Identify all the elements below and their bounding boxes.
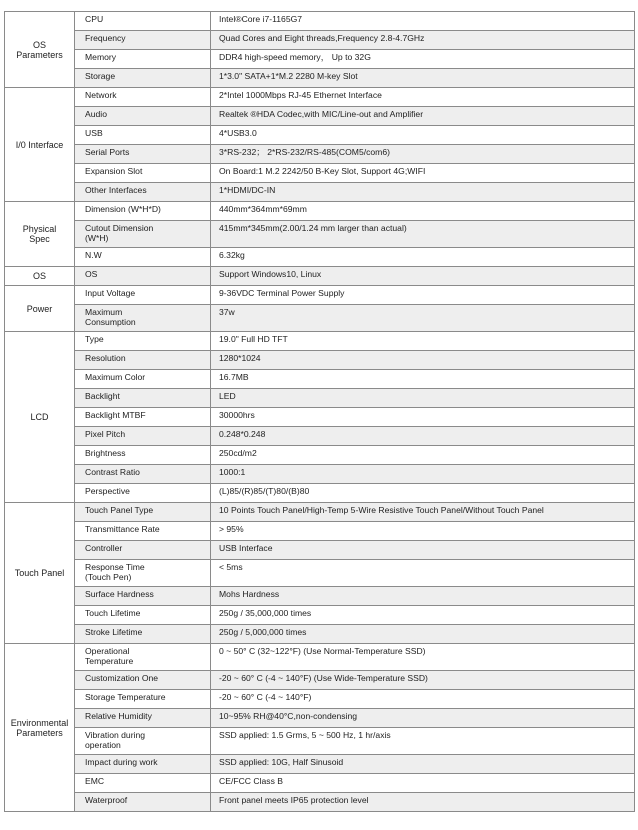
spec-item-name-text: Cutout Dimension (W*H) [85,223,154,243]
spec-item-name-text: Maximum Color [85,372,146,382]
spec-item-value-text: On Board:1 M.2 2242/50 B-Key Slot, Support 4G;WIFI [219,166,426,176]
spec-row [5,625,635,644]
spec-item-value-text: Intel®Core i7-1165G7 [219,14,303,24]
category-label [5,12,75,88]
spec-item-name-text: Customization One [85,673,159,683]
spec-item-name-text: Memory [85,52,117,62]
spec-item-value-text: DDR4 high-speed memory， Up to 32G [219,52,371,62]
spec-item-name [75,370,211,389]
spec-item-value [211,503,635,522]
spec-item-name [75,305,211,332]
spec-item-value-text: 1*3.0" SATA+1*M.2 2280 M-key Slot [219,71,358,81]
spec-item-name [75,541,211,560]
category-label-text: LCD [30,412,49,422]
spec-item-name [75,774,211,793]
spec-item-name [75,522,211,541]
spec-item-name-text: Surface Hardness [85,589,154,599]
spec-item-name-text: Transmittance Rate [85,524,160,534]
spec-row [5,484,635,503]
spec-item-name [75,408,211,427]
category-label-text: I/0 Interface [15,139,64,150]
spec-item-value-text: LED [219,391,236,401]
category-label-text: Touch Panel [14,568,65,578]
spec-item-name-text: Audio [85,109,107,119]
spec-item-value-text: USB Interface [219,543,273,553]
spec-item-name-text: Expansion Slot [85,166,143,176]
spec-item-name [75,671,211,690]
spec-item-value [211,446,635,465]
spec-item-name-text: USB [85,128,103,138]
spec-item-name [75,644,211,671]
spec-item-name-text: EMC [85,776,105,786]
category-label-text: Power [26,303,53,314]
spec-item-value-text: SSD applied: 10G, Half Sinusoid [219,757,344,767]
spec-item-value [211,50,635,69]
spec-row [5,267,635,286]
spec-item-name-text: Touch Lifetime [85,608,141,618]
spec-row [5,408,635,427]
spec-item-value-text: Support Windows10, Linux [219,269,322,279]
spec-row [5,183,635,202]
spec-item-name-text: Frequency [85,33,126,43]
spec-item-value [211,408,635,427]
spec-row [5,465,635,484]
category-label [5,202,75,267]
spec-item-name [75,332,211,351]
spec-item-value-text: 6.32kg [219,250,245,260]
spec-row [5,774,635,793]
spec-row [5,12,635,31]
spec-item-value-text: 250g / 5,000,000 times [219,627,307,637]
spec-row [5,728,635,755]
spec-item-value-text: 10~95% RH@40°C,non-condensing [219,711,358,721]
spec-row [5,541,635,560]
spec-row [5,644,635,671]
spec-row [5,389,635,408]
spec-item-name [75,728,211,755]
spec-item-name-text: Perspective [85,486,130,496]
spec-item-name-text: Input Voltage [85,288,136,298]
category-label [5,503,75,644]
spec-item-value [211,625,635,644]
spec-row [5,671,635,690]
spec-item-name [75,248,211,267]
spec-item-name-text: Storage Temperature [85,692,166,702]
spec-item-value-text: < 5ms [219,562,243,572]
spec-item-name [75,503,211,522]
spec-item-value-text: Quad Cores and Eight threads,Frequency 2.8-4.7GHz [219,33,425,43]
spec-item-name [75,625,211,644]
spec-item-value [211,31,635,50]
spec-item-value-text: 19.0" Full HD TFT [219,334,288,344]
spec-item-value-text: CE/FCC Class B [219,776,283,786]
spec-item-value-text: Front panel meets IP65 protection level [219,795,369,805]
spec-item-name-text: Relative Humidity [85,711,152,721]
spec-item-name-text: Dimension (W*H*D) [85,204,161,214]
spec-item-name [75,126,211,145]
spec-item-value-text: 3*RS-232； 2*RS-232/RS-485(COM5/com6) [219,147,390,157]
spec-item-value [211,351,635,370]
spec-item-value [211,484,635,503]
spec-item-value [211,12,635,31]
spec-item-name-text: N.W [85,250,102,260]
spec-row [5,164,635,183]
spec-item-value [211,587,635,606]
spec-row [5,202,635,221]
spec-item-value [211,69,635,88]
spec-row [5,560,635,587]
spec-item-value [211,332,635,351]
spec-item-value [211,248,635,267]
spec-item-name [75,183,211,202]
spec-item-value [211,427,635,446]
spec-item-value-text: 1280*1024 [219,353,261,363]
spec-item-name [75,88,211,107]
spec-item-name-text: Touch Panel Type [85,505,154,515]
spec-item-name [75,484,211,503]
spec-item-name [75,164,211,183]
category-label [5,332,75,503]
spec-row [5,793,635,812]
category-label-text: Physical Spec [22,224,57,244]
spec-item-value-text: 4*USB3.0 [219,128,257,138]
spec-item-name [75,446,211,465]
spec-item-value [211,755,635,774]
spec-row [5,31,635,50]
spec-item-value [211,389,635,408]
spec-item-name-text: Type [85,334,104,344]
spec-item-value [211,774,635,793]
spec-item-name-text: Serial Ports [85,147,130,157]
category-label [5,267,75,286]
spec-item-value-text: 440mm*364mm*69mm [219,204,307,214]
category-label-text: Environmental Parameters [10,717,69,738]
spec-item-value [211,541,635,560]
spec-item-name [75,145,211,164]
spec-item-value [211,690,635,709]
spec-row [5,88,635,107]
spec-item-name-text: Waterproof [85,795,128,805]
spec-item-value-text: 250cd/m2 [219,448,257,458]
spec-item-name-text: Stroke Lifetime [85,627,143,637]
spec-row [5,286,635,305]
spec-row [5,522,635,541]
spec-row [5,587,635,606]
spec-item-name-text: Brightness [85,448,126,458]
spec-item-value-text: Realtek ®HDA Codec,with MIC/Line-out and Amplifier [219,109,424,119]
spec-item-value [211,522,635,541]
spec-row [5,370,635,389]
spec-item-name [75,50,211,69]
spec-item-value [211,644,635,671]
spec-item-name-text: CPU [85,14,104,24]
spec-item-value-text: 415mm*345mm(2.00/1.24 mm larger than actual) [219,223,407,233]
spec-row [5,503,635,522]
spec-item-value [211,606,635,625]
spec-item-value-text: 0 ~ 50° C (32~122°F) (Use Normal-Temperature SSD) [219,646,426,656]
spec-item-value-text: 10 Points Touch Panel/High-Temp 5-Wire Resistive Touch Panel/Without Touch Panel [219,505,544,515]
spec-item-value [211,671,635,690]
spec-item-name-text: Network [85,90,117,100]
spec-item-value-text: -20 ~ 60° C (-4 ~ 140°F) (Use Wide-Temperature SSD) [219,673,428,683]
spec-item-value [211,202,635,221]
spec-item-value [211,560,635,587]
spec-item-name-text: Resolution [85,353,126,363]
category-label-text: OS Parameters [16,39,63,60]
spec-table [4,11,635,812]
spec-item-name [75,690,211,709]
spec-item-value-text: 9-36VDC Terminal Power Supply [219,288,345,298]
spec-item-name [75,389,211,408]
spec-item-value [211,126,635,145]
spec-item-name-text: Response Time (Touch Pen) [85,562,145,582]
spec-item-name [75,606,211,625]
spec-item-value [211,107,635,126]
spec-row [5,126,635,145]
spec-item-value-text: 250g / 35,000,000 times [219,608,312,618]
spec-item-name [75,351,211,370]
spec-row [5,107,635,126]
spec-item-value [211,465,635,484]
spec-item-name [75,793,211,812]
spec-item-name [75,286,211,305]
spec-item-value-text: SSD applied: 1.5 Grms, 5 ~ 500 Hz, 1 hr/axis [219,730,391,740]
spec-item-name-text: Backlight [85,391,120,401]
spec-item-name-text: Impact during work [85,757,158,767]
spec-item-name [75,465,211,484]
spec-item-value [211,793,635,812]
spec-row [5,145,635,164]
spec-item-name-text: Controller [85,543,123,553]
spec-item-value-text: Mohs Hardness [219,589,280,599]
spec-item-value-text: 1000:1 [219,467,246,477]
spec-row [5,50,635,69]
spec-item-name [75,267,211,286]
category-label [5,286,75,332]
category-label-text: OS [32,271,46,281]
spec-item-name-text: Maximum Consumption [85,307,136,327]
spec-item-name-text: Vibration during operation [85,730,146,750]
spec-item-value-text: -20 ~ 60° C (-4 ~ 140°F) [219,692,312,702]
spec-item-name [75,12,211,31]
spec-item-value-text: 2*Intel 1000Mbps RJ-45 Ethernet Interface [219,90,382,100]
spec-item-value [211,267,635,286]
spec-item-value [211,709,635,728]
spec-item-value-text: 1*HDMI/DC-IN [219,185,276,195]
spec-item-name [75,31,211,50]
spec-item-value [211,370,635,389]
spec-row [5,709,635,728]
spec-item-name-text: Pixel Pitch [85,429,126,439]
spec-row [5,248,635,267]
category-label [5,644,75,812]
spec-item-value-text: 0.248*0.248 [219,429,266,439]
spec-table-body [5,12,635,812]
spec-row [5,755,635,774]
spec-item-name-text: Other Interfaces [85,185,147,195]
spec-item-value [211,88,635,107]
spec-item-name [75,709,211,728]
spec-item-value-text: 16.7MB [219,372,249,382]
spec-row [5,446,635,465]
spec-item-value [211,164,635,183]
spec-item-value [211,728,635,755]
spec-row [5,69,635,88]
spec-item-value [211,221,635,248]
spec-item-name [75,221,211,248]
spec-item-name-text: Operational Temperature [85,646,134,666]
spec-row [5,351,635,370]
spec-row [5,305,635,332]
spec-item-name [75,69,211,88]
spec-row [5,427,635,446]
spec-item-value [211,305,635,332]
spec-item-value-text: 30000hrs [219,410,255,420]
spec-item-name [75,107,211,126]
spec-item-name-text: Contrast Ratio [85,467,140,477]
spec-item-name [75,202,211,221]
spec-item-name-text: OS [85,269,98,279]
spec-item-value [211,145,635,164]
spec-row [5,221,635,248]
spec-row [5,332,635,351]
spec-item-value [211,286,635,305]
spec-item-value-text: (L)85/(R)85/(T)80/(B)80 [219,486,310,496]
spec-item-value [211,183,635,202]
spec-item-name-text: Backlight MTBF [85,410,146,420]
spec-item-value-text: > 95% [219,524,244,534]
spec-item-name [75,755,211,774]
spec-item-name [75,587,211,606]
spec-row [5,690,635,709]
spec-row [5,606,635,625]
category-label [5,88,75,202]
spec-item-name-text: Storage [85,71,116,81]
spec-item-name [75,427,211,446]
spec-item-value-text: 37w [219,307,235,317]
spec-item-name [75,560,211,587]
